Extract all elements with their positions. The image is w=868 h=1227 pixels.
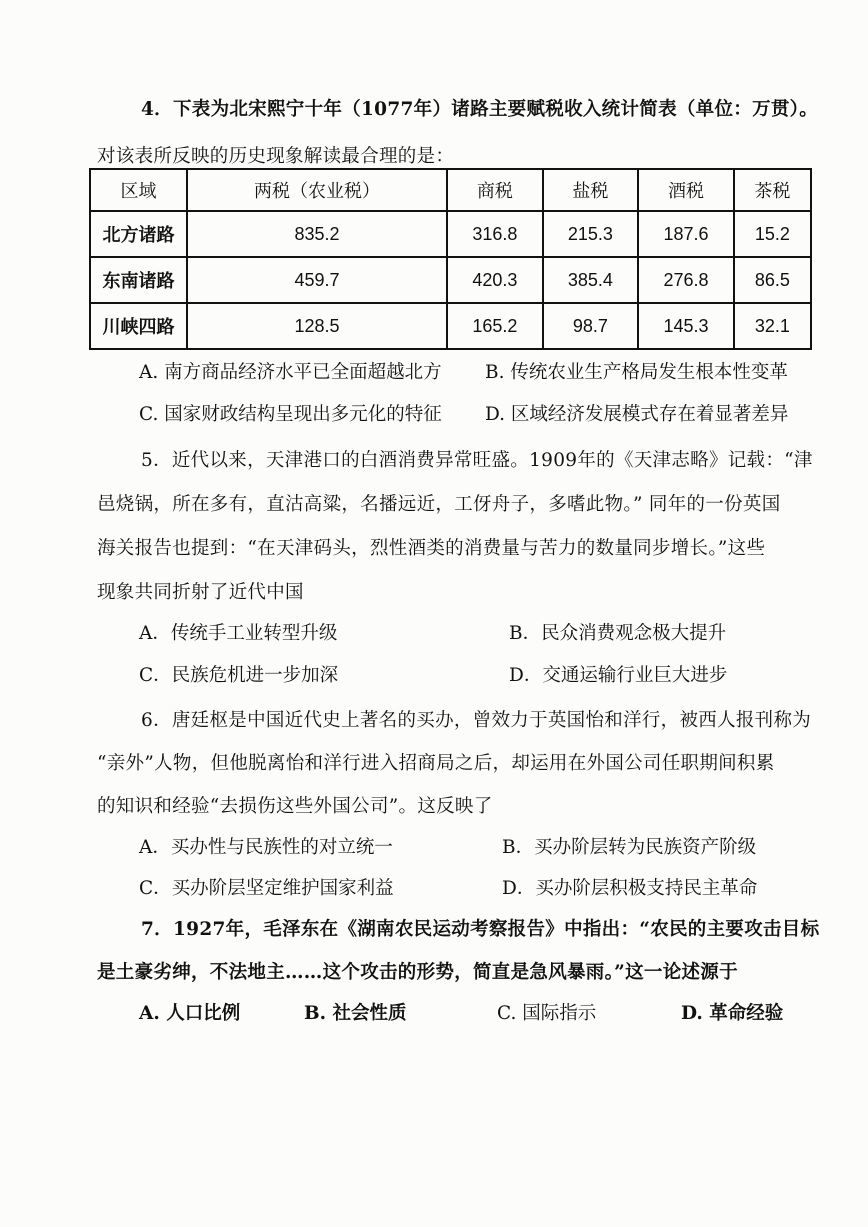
table-header: 区域 <box>90 169 187 211</box>
q4-option-d[interactable]: D. 区域经济发展模式存在着显著差异 <box>485 404 789 425</box>
table-cell-region: 北方诸路 <box>90 211 187 257</box>
table-header: 两税（农业税） <box>187 169 447 211</box>
q7-option-c[interactable]: C. 国际指示 <box>497 1003 597 1024</box>
table-cell: 215.3 <box>543 211 639 257</box>
q6-option-a[interactable]: A．买办性与民族性的对立统一 <box>139 837 393 858</box>
q5-option-b[interactable]: B．民众消费观念极大提升 <box>509 623 727 644</box>
tax-table <box>89 168 812 350</box>
q5-option-c[interactable]: C．民族危机进一步加深 <box>139 665 339 686</box>
table-cell-region: 川峡四路 <box>90 303 187 349</box>
table-row <box>90 211 811 257</box>
q4-option-a[interactable]: A. 南方商品经济水平已全面超越北方 <box>139 362 442 383</box>
table-cell: 316.8 <box>447 211 543 257</box>
table-cell: 98.7 <box>543 303 639 349</box>
table-cell-region: 东南诸路 <box>90 257 187 303</box>
q5-stem-line1: 5．近代以来，天津港口的白酒消费异常旺盛。1909年的《天津志略》记载：“津 <box>141 450 813 471</box>
q5-option-d[interactable]: D．交通运输行业巨大进步 <box>509 665 728 686</box>
q4-stem-line1: 4．下表为北宋熙宁十年（1077年）诸路主要赋税收入统计简表（单位：万贯）。 <box>141 99 819 120</box>
q4-option-c[interactable]: C. 国家财政结构呈现出多元化的特征 <box>139 404 442 425</box>
table-header-row <box>90 169 811 211</box>
table-row <box>90 257 811 303</box>
q6-stem-line2: “亲外”人物，但他脱离怡和洋行进入招商局之后，却运用在外国公司任职期间积累 <box>97 753 775 774</box>
table-cell: 128.5 <box>187 303 447 349</box>
q4-stem-line2: 对该表所反映的历史现象解读最合理的是： <box>97 146 455 167</box>
q6-option-c[interactable]: C．买办阶层坚定维护国家利益 <box>139 878 394 899</box>
q6-option-b[interactable]: B．买办阶层转为民族资产阶级 <box>502 837 757 858</box>
q5-stem-line2: 邑烧锅，所在多有，直沽高粱，名播远近，工伢舟子，多嗜此物。” 同年的一份英国 <box>97 494 781 515</box>
table-cell: 165.2 <box>447 303 543 349</box>
table-row <box>90 303 811 349</box>
table-cell: 459.7 <box>187 257 447 303</box>
table-cell: 835.2 <box>187 211 447 257</box>
table-cell: 187.6 <box>638 211 734 257</box>
table-cell: 15.2 <box>734 211 811 257</box>
q6-option-d[interactable]: D．买办阶层积极支持民主革命 <box>502 878 758 899</box>
table-header: 茶税 <box>734 169 811 211</box>
table-cell: 385.4 <box>543 257 639 303</box>
table-header: 酒税 <box>638 169 734 211</box>
q5-option-a[interactable]: A．传统手工业转型升级 <box>139 623 338 644</box>
table-cell: 145.3 <box>638 303 734 349</box>
q5-stem-line3: 海关报告也提到：“在天津码头，烈性酒类的消费量与苦力的数量同步增长。”这些 <box>97 538 766 559</box>
q6-stem-line1: 6．唐廷枢是中国近代史上著名的买办，曾效力于英国怡和洋行，被西人报刊称为 <box>141 710 812 731</box>
table-cell: 276.8 <box>638 257 734 303</box>
table-header: 商税 <box>447 169 543 211</box>
table-cell: 32.1 <box>734 303 811 349</box>
q7-stem-line1: 7．1927年，毛泽东在《湖南农民运动考察报告》中指出：“农民的主要攻击目标 <box>141 919 820 940</box>
q7-stem-line2: 是土豪劣绅，不法地主……这个攻击的形势，简直是急风暴雨。”这一论述源于 <box>97 962 738 983</box>
q5-stem-line4: 现象共同折射了近代中国 <box>97 582 304 603</box>
q7-option-d[interactable]: D. 革命经验 <box>681 1003 784 1024</box>
q7-option-b[interactable]: B. 社会性质 <box>304 1003 407 1024</box>
table-cell: 420.3 <box>447 257 543 303</box>
q4-option-b[interactable]: B. 传统农业生产格局发生根本性变革 <box>485 362 788 383</box>
q6-stem-line3: 的知识和经验“去损伤这些外国公司”。这反映了 <box>97 796 493 817</box>
q7-option-a[interactable]: A. 人口比例 <box>139 1003 241 1024</box>
table-header: 盐税 <box>543 169 639 211</box>
table-cell: 86.5 <box>734 257 811 303</box>
